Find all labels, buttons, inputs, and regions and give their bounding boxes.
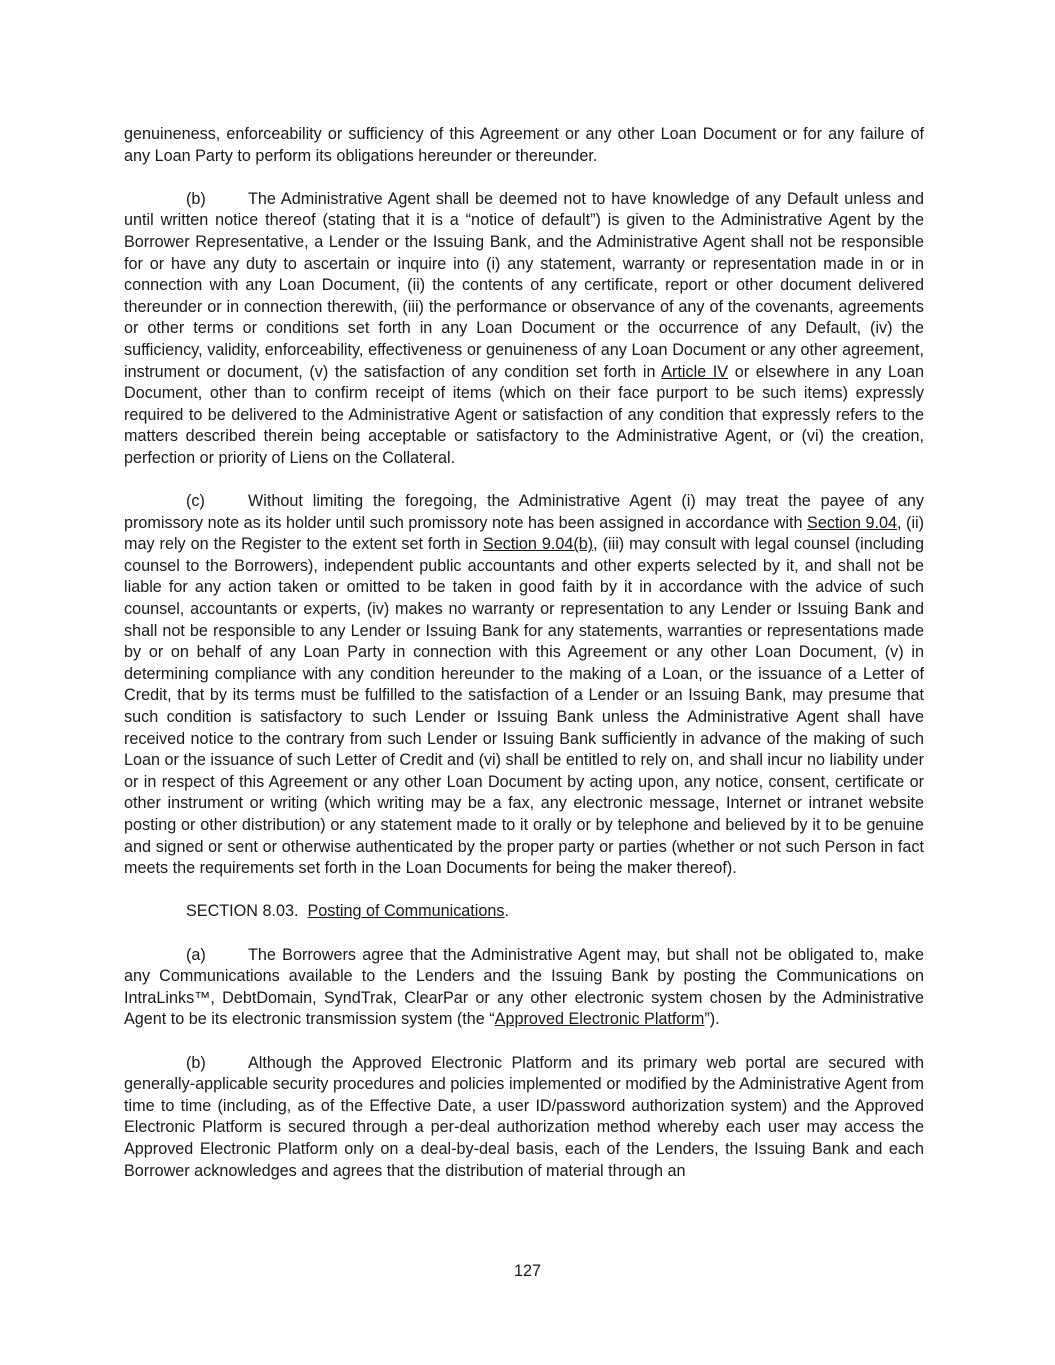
paragraph-a-posting <box>124 945 924 1031</box>
paragraph-a-label: (a) <box>186 945 206 964</box>
defined-term-approved-electronic-platform: Approved Electronic Platform <box>494 1010 705 1029</box>
section-904-reference: Section 9.04 <box>807 513 898 532</box>
article-iv-reference: Article IV <box>661 362 729 381</box>
paragraph-c <box>124 491 924 880</box>
continuation-paragraph <box>124 124 924 167</box>
paragraph-b <box>124 189 924 470</box>
paragraph-b-text-2: or elsewhere in any Loan Document, other than to confirm receipt of items (which on their face purport to be such items) expressly required to be delivered to the Administrative Agent or satisfaction of any condition that expressly refers to the matters described therein being acceptable or satisfactory to the Administrative Agent, or (vi) the creation, perfection or priority of Liens on the Collateral. <box>124 362 924 467</box>
paragraph-c-text-2: , (ii) may rely on the Register to the extent set forth in <box>124 513 925 554</box>
paragraph-c-text-1: Without limiting the foregoing, the Administrative Agent (i) may treat the payee of any promissory note as its holder until such promissory note has been assigned in accordance with <box>124 492 924 532</box>
section-904b-reference: Section 9.04(b) <box>482 535 594 554</box>
paragraph-b-label: (b) <box>186 189 206 208</box>
paragraph-c-label: (c) <box>186 492 205 511</box>
section-period: . <box>504 902 509 921</box>
paragraph-a-text-1: The Borrowers agree that the Administrative Agent may, but shall not be obligated to, make any Communications available to the Lenders and the Issuing Bank by posting the Communications on IntraLinks™, DebtDomain, SyndTrak, ClearPar or any other electronic system chosen by the Administrative Agent to be its electronic transmission system (the “ <box>124 945 924 1029</box>
section-number: SECTION 8.03. <box>186 902 299 921</box>
continuation-text: genuineness, enforceability or sufficiency of this Agreement or any other Loan Document or for any failure of any Loan Party to perform its obligations hereunder or thereunder. <box>124 125 924 165</box>
paragraph-b2-text: Although the Approved Electronic Platform and its primary web portal are secured with generally-applicable security procedures and policies implemented or modified by the Administrative Agent from time to time (including, as of the Effective Date, a user ID/password authorization system) and the Approved Electronic Platform is secured through a per-deal authorization method whereby each user may access the Approved Electronic Platform only on a deal-by-deal basis, each of the Lenders, the Issuing Bank and each Borrower acknowledges and agrees that the distribution of material through an <box>124 1053 924 1180</box>
section-heading <box>124 901 924 923</box>
section-title: Posting of Communications <box>307 902 505 921</box>
paragraph-a-text-2: ”). <box>704 1010 720 1029</box>
paragraph-b2-label: (b) <box>186 1053 206 1072</box>
paragraph-c-text-3: , (iii) may consult with legal counsel (including counsel to the Borrowers), independent public accountants and other experts selected by it, and shall not be liable for any action taken or omitted to be taken in good faith by it in accordance with the advice of such counsel, accountants or experts, (iv) makes no warranty or representation to any Lender or Issuing Bank and shall not be responsible to any Lender or Issuing Bank for any statements, warranties or representations made by or on behalf of any Loan Party in connection with this Agreement or any other Loan Document, (v) in determining compliance with any condition hereunder to the making of a Loan, or the issuance of a Letter of Credit, that by its terms must be fulfilled to the satisfaction of a Lender or an Issuing Bank, may presume that such condition is satisfactory to such Lender or Issuing Bank unless the Administrative Agent shall have received notice to the contrary from such Lender or Issuing Bank sufficiently in advance of the making of such Loan or the issuance of such Letter of Credit and (vi) shall be entitled to rely on, and shall incur no liability under or in respect of this Agreement or any other Loan Document by acting upon, any notice, consent, certificate or other instrument or writing (which writing may be a fax, any electronic message, Internet or intranet website posting or other distribution) or any statement made to it orally or by telephone and believed by it to be genuine and signed or sent or otherwise authenticated by the proper party or parties (whether or not such Person in fact meets the requirements set forth in the Loan Documents for being the maker thereof). <box>124 535 925 878</box>
document-page <box>124 124 924 1204</box>
page-number: 127 <box>513 1262 541 1280</box>
paragraph-b-posting <box>124 1053 924 1183</box>
paragraph-b-text-1: The Administrative Agent shall be deemed not to have knowledge of any Default unless and until written notice thereof (stating that it is a “notice of default”) is given to the Administrative Agent by the Borrower Representative, a Lender or the Issuing Bank, and the Administrative Agent shall not be responsible for or have any duty to ascertain or inquire into (i) any statement, warranty or representation made in or in connection with any Loan Document, (ii) the contents of any certificate, report or other document delivered thereunder or in connection therewith, (iii) the performance or observance of any of the covenants, agreements or other terms or conditions set forth in any Loan Document or the occurrence of any Default, (iv) the sufficiency, validity, enforceability, effectiveness or genuineness of any Loan Document or any other agreement, instrument or document, (v) the satisfaction of any condition set forth in <box>124 189 924 381</box>
